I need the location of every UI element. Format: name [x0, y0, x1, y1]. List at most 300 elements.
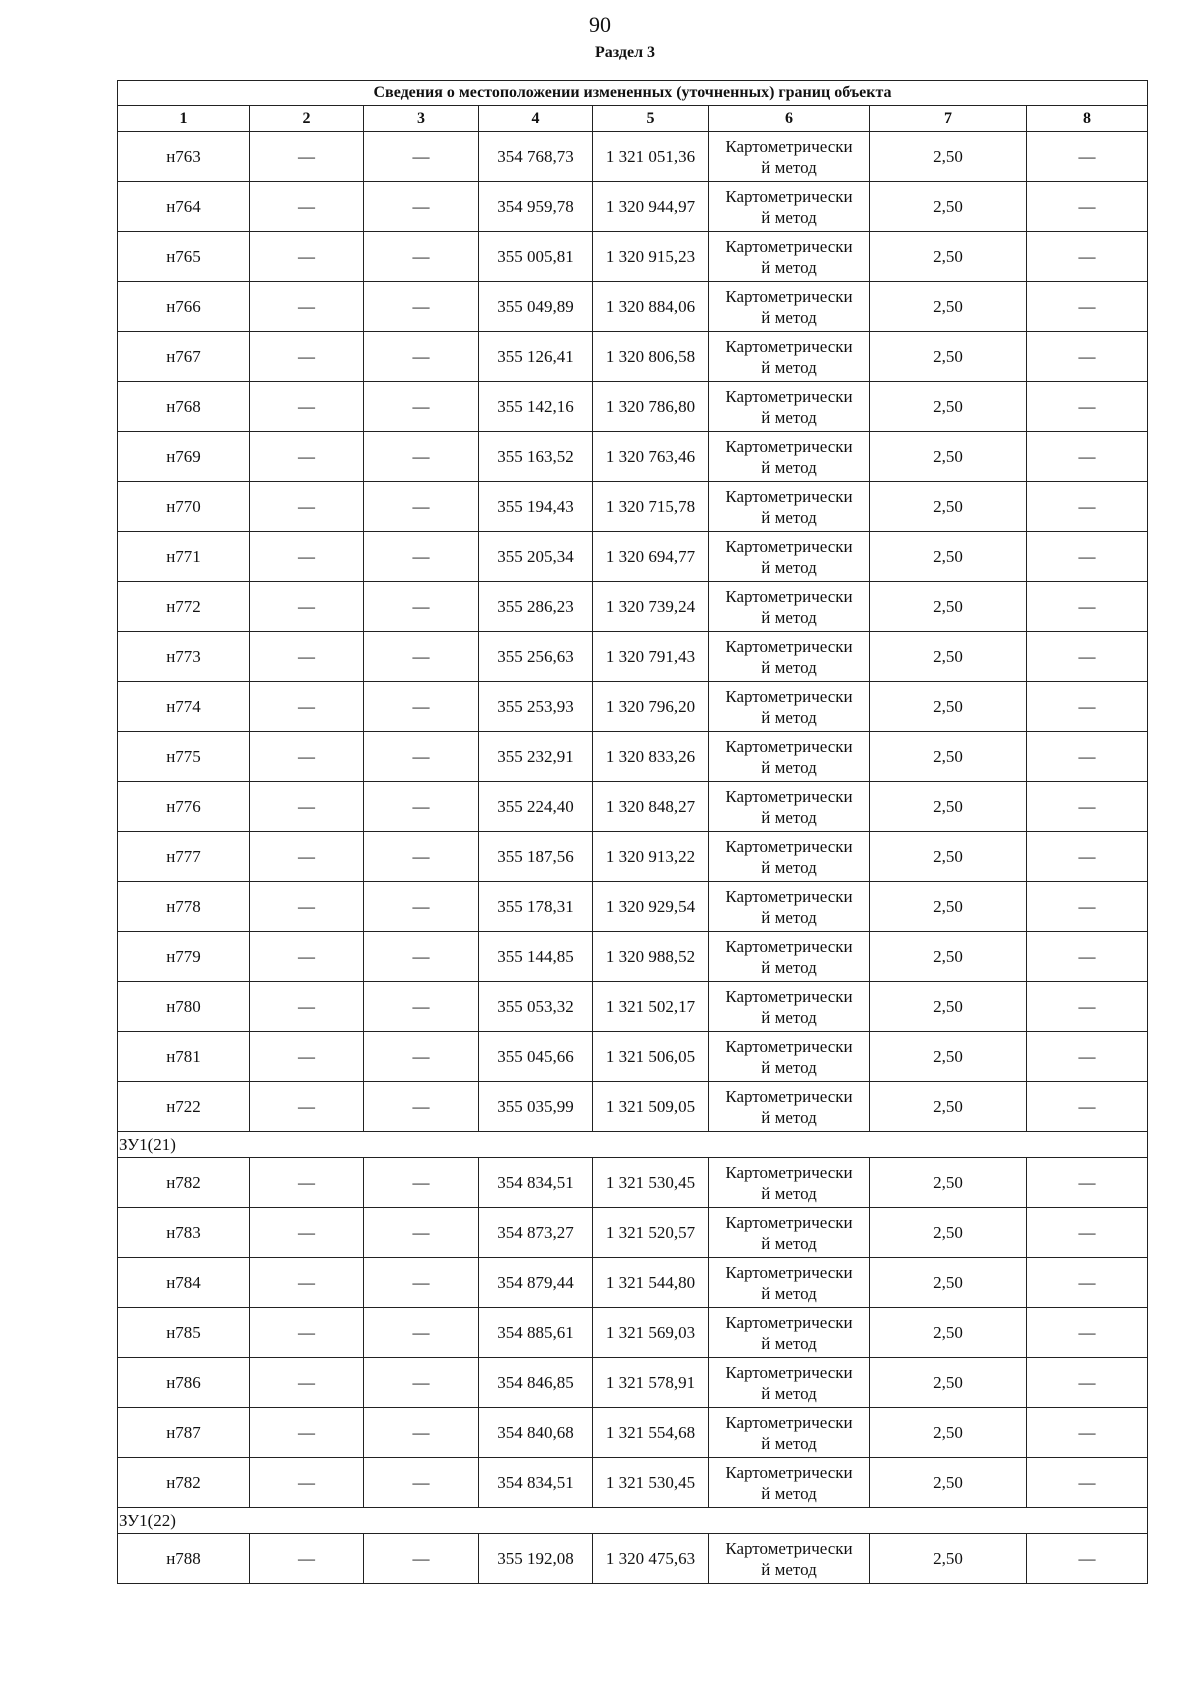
table-row [118, 232, 1148, 282]
method-cell [709, 432, 870, 482]
x-coordinate-cell: 355 256,63 [479, 632, 593, 682]
y-coordinate-cell: 1 320 944,97 [593, 182, 709, 232]
column-8-cell: — [1027, 1158, 1148, 1208]
column-2-cell: — [250, 682, 364, 732]
method-line-2: й метод [761, 257, 817, 277]
x-coordinate-cell: 355 142,16 [479, 382, 593, 432]
method-cell [709, 782, 870, 832]
column-8-cell: — [1027, 1408, 1148, 1458]
table-row [118, 632, 1148, 682]
method-line-2: й метод [761, 1433, 817, 1453]
column-8-cell: — [1027, 632, 1148, 682]
column-2-cell: — [250, 432, 364, 482]
y-coordinate-cell: 1 320 848,27 [593, 782, 709, 832]
method-cell [709, 532, 870, 582]
column-8-cell: — [1027, 532, 1148, 582]
method-line-1: Картометрически [725, 1086, 853, 1106]
column-3-cell: — [364, 332, 479, 382]
y-coordinate-cell: 1 321 502,17 [593, 982, 709, 1032]
column-2-cell: — [250, 1258, 364, 1308]
column-3-cell: — [364, 832, 479, 882]
page-number: 90 [589, 12, 611, 37]
column-2-cell: — [250, 232, 364, 282]
column-8-cell: — [1027, 682, 1148, 732]
point-name-cell: н775 [118, 732, 250, 782]
x-coordinate-cell: 355 163,52 [479, 432, 593, 482]
table-row [118, 1158, 1148, 1208]
point-name-cell: н763 [118, 132, 250, 182]
group-header-row [118, 1508, 1148, 1534]
column-3-cell: — [364, 1308, 479, 1358]
table-row [118, 282, 1148, 332]
y-coordinate-cell: 1 320 786,80 [593, 382, 709, 432]
y-coordinate-cell: 1 320 694,77 [593, 532, 709, 582]
y-coordinate-cell: 1 320 475,63 [593, 1534, 709, 1584]
y-coordinate-cell: 1 321 051,36 [593, 132, 709, 182]
method-cell [709, 382, 870, 432]
column-2-cell: — [250, 482, 364, 532]
table-row [118, 1308, 1148, 1358]
method-line-2: й метод [761, 857, 817, 877]
method-line-2: й метод [761, 307, 817, 327]
column-3-cell: — [364, 782, 479, 832]
column-number: 4 [479, 106, 593, 132]
column-3-cell: — [364, 632, 479, 682]
point-name-cell: н769 [118, 432, 250, 482]
column-8-cell: — [1027, 782, 1148, 832]
method-cell [709, 332, 870, 382]
accuracy-cell: 2,50 [870, 1534, 1027, 1584]
column-3-cell: — [364, 932, 479, 982]
accuracy-cell: 2,50 [870, 1408, 1027, 1458]
column-8-cell: — [1027, 1032, 1148, 1082]
table-row [118, 732, 1148, 782]
group-label: ЗУ1(22) [118, 1508, 1148, 1534]
column-3-cell: — [364, 282, 479, 332]
method-line-1: Картометрически [725, 1538, 853, 1558]
column-8-cell: — [1027, 1208, 1148, 1258]
accuracy-cell: 2,50 [870, 682, 1027, 732]
method-cell [709, 1032, 870, 1082]
table-row [118, 1408, 1148, 1458]
table-row [118, 682, 1148, 732]
method-line-1: Картометрически [725, 436, 853, 456]
method-line-1: Картометрически [725, 186, 853, 206]
method-line-2: й метод [761, 957, 817, 977]
method-line-2: й метод [761, 1057, 817, 1077]
y-coordinate-cell: 1 321 520,57 [593, 1208, 709, 1258]
y-coordinate-cell: 1 320 915,23 [593, 232, 709, 282]
table-row [118, 1208, 1148, 1258]
x-coordinate-cell: 355 126,41 [479, 332, 593, 382]
y-coordinate-cell: 1 321 578,91 [593, 1358, 709, 1408]
method-line-2: й метод [761, 907, 817, 927]
y-coordinate-cell: 1 321 569,03 [593, 1308, 709, 1358]
method-line-2: й метод [761, 757, 817, 777]
column-8-cell: — [1027, 982, 1148, 1032]
column-8-cell: — [1027, 582, 1148, 632]
method-line-1: Картометрически [725, 336, 853, 356]
column-2-cell: — [250, 582, 364, 632]
method-line-1: Картометрически [725, 736, 853, 756]
method-cell [709, 282, 870, 332]
method-cell [709, 932, 870, 982]
method-line-1: Картометрически [725, 786, 853, 806]
x-coordinate-cell: 355 205,34 [479, 532, 593, 582]
method-line-2: й метод [761, 1233, 817, 1253]
method-line-1: Картометрически [725, 886, 853, 906]
point-name-cell: н780 [118, 982, 250, 1032]
accuracy-cell: 2,50 [870, 332, 1027, 382]
method-line-1: Картометрически [725, 286, 853, 306]
column-3-cell: — [364, 1534, 479, 1584]
column-3-cell: — [364, 1458, 479, 1508]
point-name-cell: н770 [118, 482, 250, 532]
table-caption: Сведения о местоположении измененных (уточненных) границ объекта [118, 81, 1148, 106]
point-name-cell: н722 [118, 1082, 250, 1132]
column-8-cell: — [1027, 1308, 1148, 1358]
column-2-cell: — [250, 182, 364, 232]
table-row [118, 432, 1148, 482]
table-row [118, 1258, 1148, 1308]
point-name-cell: н777 [118, 832, 250, 882]
column-2-cell: — [250, 932, 364, 982]
method-line-1: Картометрически [725, 1462, 853, 1482]
y-coordinate-cell: 1 320 763,46 [593, 432, 709, 482]
column-8-cell: — [1027, 732, 1148, 782]
y-coordinate-cell: 1 320 739,24 [593, 582, 709, 632]
column-8-cell: — [1027, 1358, 1148, 1408]
column-2-cell: — [250, 1534, 364, 1584]
point-name-cell: н766 [118, 282, 250, 332]
point-name-cell: н785 [118, 1308, 250, 1358]
table-body [118, 132, 1148, 1584]
accuracy-cell: 2,50 [870, 1158, 1027, 1208]
point-name-cell: н772 [118, 582, 250, 632]
table-row [118, 1534, 1148, 1584]
x-coordinate-cell: 354 873,27 [479, 1208, 593, 1258]
column-8-cell: — [1027, 382, 1148, 432]
y-coordinate-cell: 1 320 715,78 [593, 482, 709, 532]
method-line-2: й метод [761, 457, 817, 477]
x-coordinate-cell: 354 768,73 [479, 132, 593, 182]
x-coordinate-cell: 355 144,85 [479, 932, 593, 982]
accuracy-cell: 2,50 [870, 582, 1027, 632]
method-line-2: й метод [761, 407, 817, 427]
column-8-cell: — [1027, 482, 1148, 532]
accuracy-cell: 2,50 [870, 982, 1027, 1032]
table-row [118, 1358, 1148, 1408]
method-cell [709, 682, 870, 732]
method-line-2: й метод [761, 707, 817, 727]
table-row [118, 532, 1148, 582]
table-row [118, 982, 1148, 1032]
column-2-cell: — [250, 1158, 364, 1208]
accuracy-cell: 2,50 [870, 1458, 1027, 1508]
group-label: ЗУ1(21) [118, 1132, 1148, 1158]
method-line-2: й метод [761, 1007, 817, 1027]
point-name-cell: н787 [118, 1408, 250, 1458]
accuracy-cell: 2,50 [870, 232, 1027, 282]
accuracy-cell: 2,50 [870, 932, 1027, 982]
method-line-2: й метод [761, 1183, 817, 1203]
method-line-2: й метод [761, 657, 817, 677]
x-coordinate-cell: 354 846,85 [479, 1358, 593, 1408]
point-name-cell: н773 [118, 632, 250, 682]
method-line-1: Картометрически [725, 136, 853, 156]
accuracy-cell: 2,50 [870, 1208, 1027, 1258]
column-2-cell: — [250, 282, 364, 332]
y-coordinate-cell: 1 320 806,58 [593, 332, 709, 382]
point-name-cell: н784 [118, 1258, 250, 1308]
point-name-cell: н774 [118, 682, 250, 732]
point-name-cell: н776 [118, 782, 250, 832]
column-2-cell: — [250, 1082, 364, 1132]
method-line-2: й метод [761, 507, 817, 527]
point-name-cell: н779 [118, 932, 250, 982]
table-row [118, 932, 1148, 982]
y-coordinate-cell: 1 320 929,54 [593, 882, 709, 932]
method-line-1: Картометрически [725, 1262, 853, 1282]
method-cell [709, 1208, 870, 1258]
column-8-cell: — [1027, 1258, 1148, 1308]
column-8-cell: — [1027, 332, 1148, 382]
column-2-cell: — [250, 882, 364, 932]
column-3-cell: — [364, 1258, 479, 1308]
y-coordinate-cell: 1 320 913,22 [593, 832, 709, 882]
x-coordinate-cell: 355 253,93 [479, 682, 593, 732]
column-2-cell: — [250, 1458, 364, 1508]
column-2-cell: — [250, 1032, 364, 1082]
x-coordinate-cell: 355 224,40 [479, 782, 593, 832]
column-2-cell: — [250, 732, 364, 782]
column-2-cell: — [250, 1308, 364, 1358]
y-coordinate-cell: 1 321 544,80 [593, 1258, 709, 1308]
column-3-cell: — [364, 532, 479, 582]
column-3-cell: — [364, 1358, 479, 1408]
method-line-1: Картометрически [725, 686, 853, 706]
x-coordinate-cell: 355 232,91 [479, 732, 593, 782]
y-coordinate-cell: 1 320 791,43 [593, 632, 709, 682]
table-row [118, 332, 1148, 382]
point-name-cell: н783 [118, 1208, 250, 1258]
x-coordinate-cell: 355 192,08 [479, 1534, 593, 1584]
point-name-cell: н765 [118, 232, 250, 282]
column-3-cell: — [364, 1208, 479, 1258]
method-cell [709, 982, 870, 1032]
accuracy-cell: 2,50 [870, 782, 1027, 832]
method-line-1: Картометрически [725, 1036, 853, 1056]
method-line-1: Картометрически [725, 486, 853, 506]
group-header-row [118, 1132, 1148, 1158]
method-line-1: Картометрически [725, 1162, 853, 1182]
x-coordinate-cell: 355 194,43 [479, 482, 593, 532]
column-2-cell: — [250, 1208, 364, 1258]
y-coordinate-cell: 1 320 884,06 [593, 282, 709, 332]
method-cell [709, 1082, 870, 1132]
column-3-cell: — [364, 382, 479, 432]
x-coordinate-cell: 355 053,32 [479, 982, 593, 1032]
section-title: Раздел 3 [594, 44, 656, 61]
method-cell [709, 1308, 870, 1358]
table-row [118, 882, 1148, 932]
method-cell [709, 1408, 870, 1458]
column-number: 1 [118, 106, 250, 132]
method-line-1: Картометрически [725, 1212, 853, 1232]
column-3-cell: — [364, 1082, 479, 1132]
x-coordinate-cell: 355 005,81 [479, 232, 593, 282]
column-8-cell: — [1027, 932, 1148, 982]
column-8-cell: — [1027, 432, 1148, 482]
column-8-cell: — [1027, 882, 1148, 932]
method-cell [709, 732, 870, 782]
column-2-cell: — [250, 382, 364, 432]
point-name-cell: н771 [118, 532, 250, 582]
method-line-1: Картометрически [725, 1362, 853, 1382]
accuracy-cell: 2,50 [870, 532, 1027, 582]
method-line-2: й метод [761, 1107, 817, 1127]
x-coordinate-cell: 354 959,78 [479, 182, 593, 232]
method-line-2: й метод [761, 357, 817, 377]
y-coordinate-cell: 1 320 833,26 [593, 732, 709, 782]
method-cell [709, 632, 870, 682]
method-cell [709, 1258, 870, 1308]
accuracy-cell: 2,50 [870, 1258, 1027, 1308]
column-number: 7 [870, 106, 1027, 132]
x-coordinate-cell: 355 286,23 [479, 582, 593, 632]
column-3-cell: — [364, 582, 479, 632]
point-name-cell: н768 [118, 382, 250, 432]
column-3-cell: — [364, 1408, 479, 1458]
method-cell [709, 1458, 870, 1508]
method-line-1: Картометрически [725, 236, 853, 256]
column-number: 2 [250, 106, 364, 132]
column-2-cell: — [250, 1408, 364, 1458]
method-line-2: й метод [761, 557, 817, 577]
column-3-cell: — [364, 1158, 479, 1208]
method-line-2: й метод [761, 1483, 817, 1503]
method-cell [709, 882, 870, 932]
column-number: 8 [1027, 106, 1148, 132]
column-3-cell: — [364, 132, 479, 182]
column-3-cell: — [364, 482, 479, 532]
column-2-cell: — [250, 532, 364, 582]
column-number: 6 [709, 106, 870, 132]
method-line-1: Картометрически [725, 636, 853, 656]
table-row [118, 832, 1148, 882]
x-coordinate-cell: 355 049,89 [479, 282, 593, 332]
method-line-2: й метод [761, 807, 817, 827]
column-8-cell: — [1027, 1458, 1148, 1508]
method-cell [709, 232, 870, 282]
column-8-cell: — [1027, 1534, 1148, 1584]
method-cell [709, 1534, 870, 1584]
column-2-cell: — [250, 1358, 364, 1408]
method-line-2: й метод [761, 607, 817, 627]
column-3-cell: — [364, 182, 479, 232]
column-number: 5 [593, 106, 709, 132]
point-name-cell: н786 [118, 1358, 250, 1408]
accuracy-cell: 2,50 [870, 882, 1027, 932]
column-3-cell: — [364, 882, 479, 932]
accuracy-cell: 2,50 [870, 482, 1027, 532]
table-row [118, 132, 1148, 182]
method-line-1: Картометрически [725, 1412, 853, 1432]
x-coordinate-cell: 354 879,44 [479, 1258, 593, 1308]
accuracy-cell: 2,50 [870, 182, 1027, 232]
method-line-1: Картометрически [725, 386, 853, 406]
accuracy-cell: 2,50 [870, 432, 1027, 482]
column-8-cell: — [1027, 832, 1148, 882]
accuracy-cell: 2,50 [870, 1032, 1027, 1082]
column-3-cell: — [364, 432, 479, 482]
accuracy-cell: 2,50 [870, 732, 1027, 782]
column-3-cell: — [364, 1032, 479, 1082]
method-line-2: й метод [761, 1383, 817, 1403]
y-coordinate-cell: 1 321 509,05 [593, 1082, 709, 1132]
column-2-cell: — [250, 982, 364, 1032]
table-row [118, 182, 1148, 232]
point-name-cell: н782 [118, 1458, 250, 1508]
point-name-cell: н782 [118, 1158, 250, 1208]
coordinates-table [117, 80, 1148, 1584]
table-row [118, 382, 1148, 432]
y-coordinate-cell: 1 321 506,05 [593, 1032, 709, 1082]
method-line-2: й метод [761, 1333, 817, 1353]
accuracy-cell: 2,50 [870, 1358, 1027, 1408]
table-row [118, 1458, 1148, 1508]
method-cell [709, 582, 870, 632]
method-line-1: Картометрически [725, 986, 853, 1006]
method-line-2: й метод [761, 1283, 817, 1303]
method-line-1: Картометрически [725, 1312, 853, 1332]
table-row [118, 482, 1148, 532]
y-coordinate-cell: 1 321 554,68 [593, 1408, 709, 1458]
method-line-1: Картометрически [725, 536, 853, 556]
accuracy-cell: 2,50 [870, 1308, 1027, 1358]
method-cell [709, 132, 870, 182]
method-cell [709, 482, 870, 532]
point-name-cell: н764 [118, 182, 250, 232]
point-name-cell: н781 [118, 1032, 250, 1082]
y-coordinate-cell: 1 321 530,45 [593, 1458, 709, 1508]
y-coordinate-cell: 1 321 530,45 [593, 1158, 709, 1208]
method-line-2: й метод [761, 1559, 817, 1579]
method-line-1: Картометрически [725, 586, 853, 606]
table-row [118, 582, 1148, 632]
method-line-2: й метод [761, 207, 817, 227]
column-2-cell: — [250, 832, 364, 882]
y-coordinate-cell: 1 320 988,52 [593, 932, 709, 982]
x-coordinate-cell: 354 885,61 [479, 1308, 593, 1358]
x-coordinate-cell: 354 840,68 [479, 1408, 593, 1458]
column-2-cell: — [250, 632, 364, 682]
column-8-cell: — [1027, 282, 1148, 332]
column-8-cell: — [1027, 1082, 1148, 1132]
accuracy-cell: 2,50 [870, 832, 1027, 882]
column-8-cell: — [1027, 132, 1148, 182]
accuracy-cell: 2,50 [870, 282, 1027, 332]
method-cell [709, 1158, 870, 1208]
accuracy-cell: 2,50 [870, 632, 1027, 682]
method-cell [709, 832, 870, 882]
column-3-cell: — [364, 682, 479, 732]
accuracy-cell: 2,50 [870, 382, 1027, 432]
point-name-cell: н767 [118, 332, 250, 382]
column-2-cell: — [250, 782, 364, 832]
accuracy-cell: 2,50 [870, 132, 1027, 182]
x-coordinate-cell: 355 178,31 [479, 882, 593, 932]
